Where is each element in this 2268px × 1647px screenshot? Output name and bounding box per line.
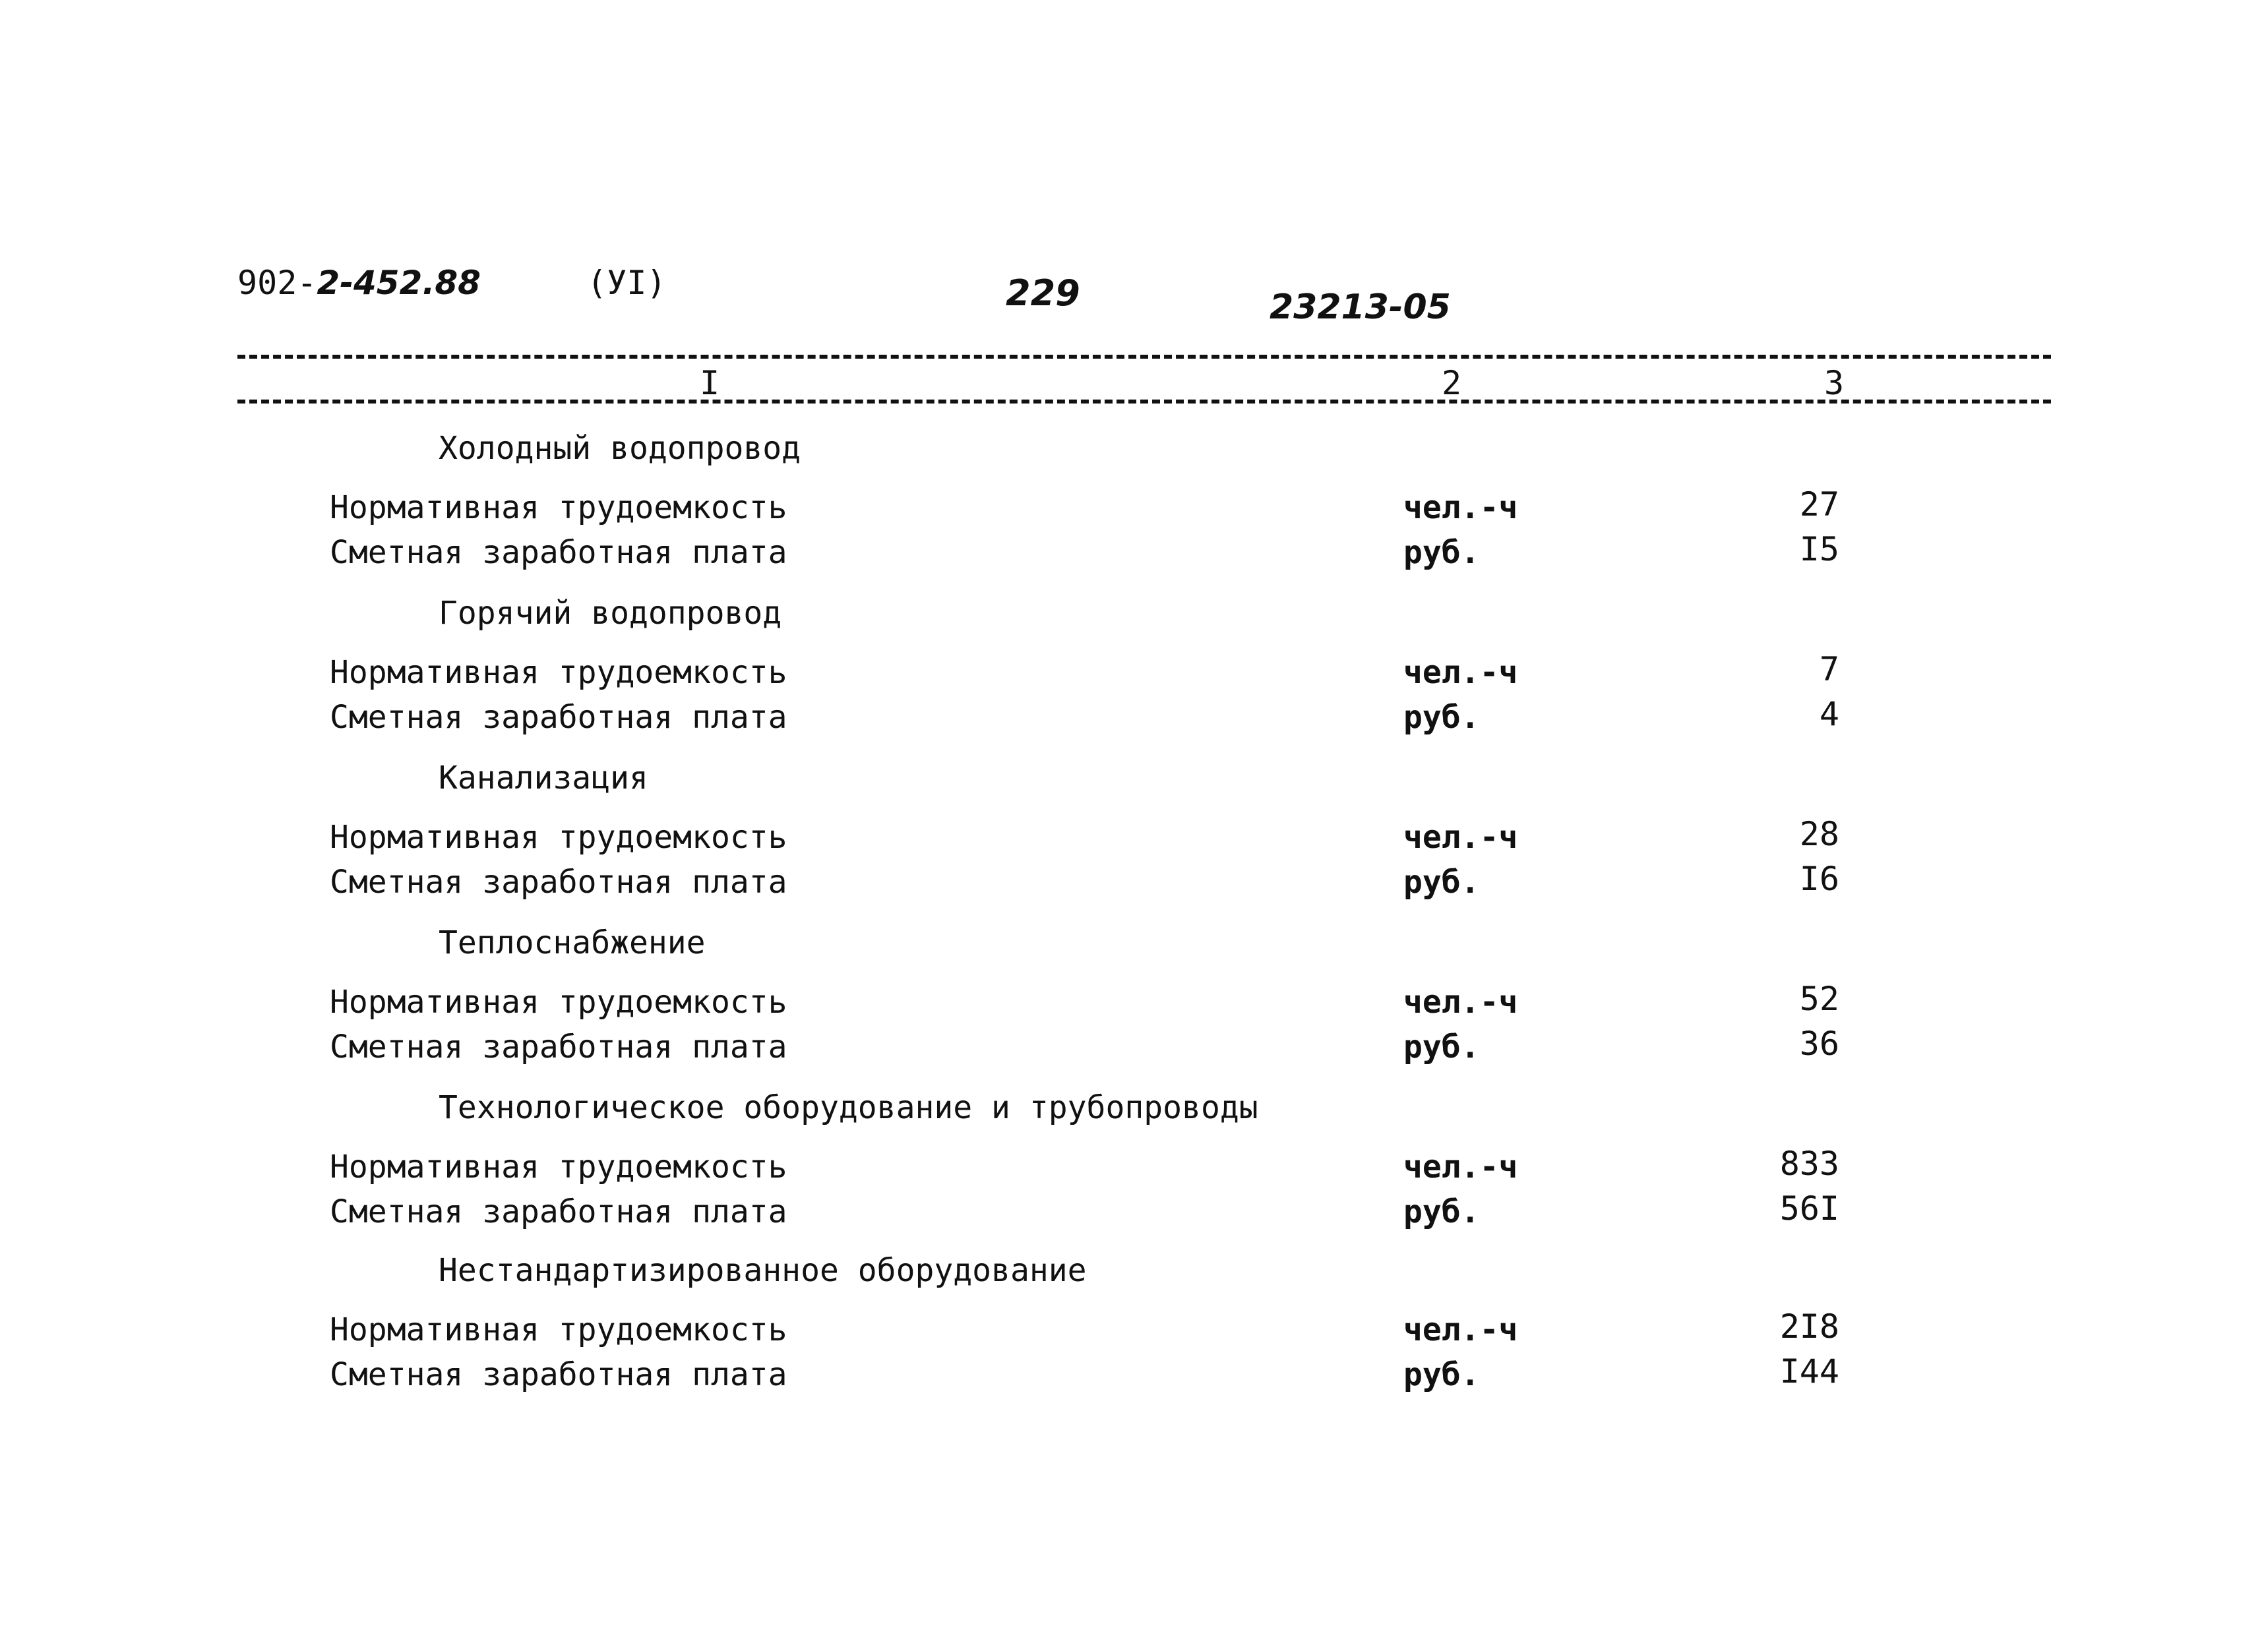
table-row	[0, 815, 2268, 861]
table-row	[0, 695, 2268, 741]
volume-label: (УI)	[587, 264, 667, 302]
row-label: Сметная заработная плата	[330, 864, 787, 901]
table-section	[0, 430, 2268, 597]
table-row	[0, 860, 2268, 906]
row-unit: чел.-ч	[1403, 1311, 1518, 1348]
document-number-handwritten: 2-452.88	[317, 264, 481, 302]
section-title: Канализация	[439, 760, 648, 796]
table-row	[0, 530, 2268, 576]
row-unit: руб.	[1403, 699, 1480, 736]
section-title: Нестандартизированное оборудование	[439, 1252, 1087, 1289]
row-unit: чел.-ч	[1403, 489, 1518, 526]
row-value: 7	[1819, 650, 1839, 688]
row-value: I5	[1799, 530, 1839, 568]
row-unit: чел.-ч	[1403, 984, 1518, 1021]
document-number	[237, 264, 481, 302]
table-row	[0, 980, 2268, 1026]
row-label: Сметная заработная плата	[330, 1356, 787, 1393]
row-unit: чел.-ч	[1403, 819, 1518, 856]
table-row	[0, 1307, 2268, 1354]
row-label: Нормативная трудоемкость	[330, 654, 787, 691]
table-top-rule	[237, 355, 2051, 359]
row-unit: чел.-ч	[1403, 654, 1518, 691]
document-code: 23213-05	[1270, 287, 1451, 327]
column-number-3: 3	[1820, 367, 1848, 400]
row-value: 36	[1799, 1025, 1839, 1063]
row-unit: руб.	[1403, 1029, 1480, 1065]
column-number-1: I	[696, 367, 723, 400]
column-number-2: 2	[1438, 367, 1465, 400]
row-label: Нормативная трудоемкость	[330, 819, 787, 856]
page-number: 229	[1006, 272, 1080, 314]
row-label: Сметная заработная плата	[330, 1193, 787, 1230]
table-row	[0, 1145, 2268, 1191]
row-unit: руб.	[1403, 1356, 1480, 1393]
table-section	[0, 597, 2268, 762]
row-value: I6	[1799, 860, 1839, 898]
table-row	[0, 1352, 2268, 1398]
table-row	[0, 485, 2268, 531]
table-section	[0, 924, 2268, 1092]
table-header-rule	[237, 400, 2051, 404]
row-unit: руб.	[1403, 864, 1480, 901]
table-section	[0, 1252, 2268, 1420]
row-value: 56I	[1779, 1189, 1839, 1228]
table-section	[0, 762, 2268, 927]
table-row	[0, 1189, 2268, 1236]
row-value: I44	[1779, 1352, 1839, 1391]
table-section	[0, 1089, 2268, 1257]
row-label: Нормативная трудоемкость	[330, 489, 787, 526]
row-label: Нормативная трудоемкость	[330, 984, 787, 1021]
row-unit: чел.-ч	[1403, 1149, 1518, 1185]
row-value: 27	[1799, 485, 1839, 524]
row-unit: руб.	[1403, 1193, 1480, 1230]
section-title: Холодный водопровод	[439, 430, 801, 467]
table-row	[0, 1025, 2268, 1071]
section-title: Горячий водопровод	[439, 595, 782, 632]
row-unit: руб.	[1403, 534, 1480, 571]
document-prefix: 902-	[237, 264, 317, 302]
row-value: 52	[1799, 980, 1839, 1018]
row-value: 28	[1799, 815, 1839, 853]
table-row	[0, 650, 2268, 696]
row-label: Сметная заработная плата	[330, 699, 787, 736]
row-label: Сметная заработная плата	[330, 1029, 787, 1065]
row-value: 2I8	[1779, 1307, 1839, 1346]
row-label: Нормативная трудоемкость	[330, 1311, 787, 1348]
section-title: Теплоснабжение	[439, 924, 706, 961]
section-title: Технологическое оборудование и трубопроводы	[439, 1089, 1258, 1126]
row-value: 4	[1819, 695, 1839, 733]
row-label: Нормативная трудоемкость	[330, 1149, 787, 1185]
row-label: Сметная заработная плата	[330, 534, 787, 571]
row-value: 833	[1779, 1145, 1839, 1183]
